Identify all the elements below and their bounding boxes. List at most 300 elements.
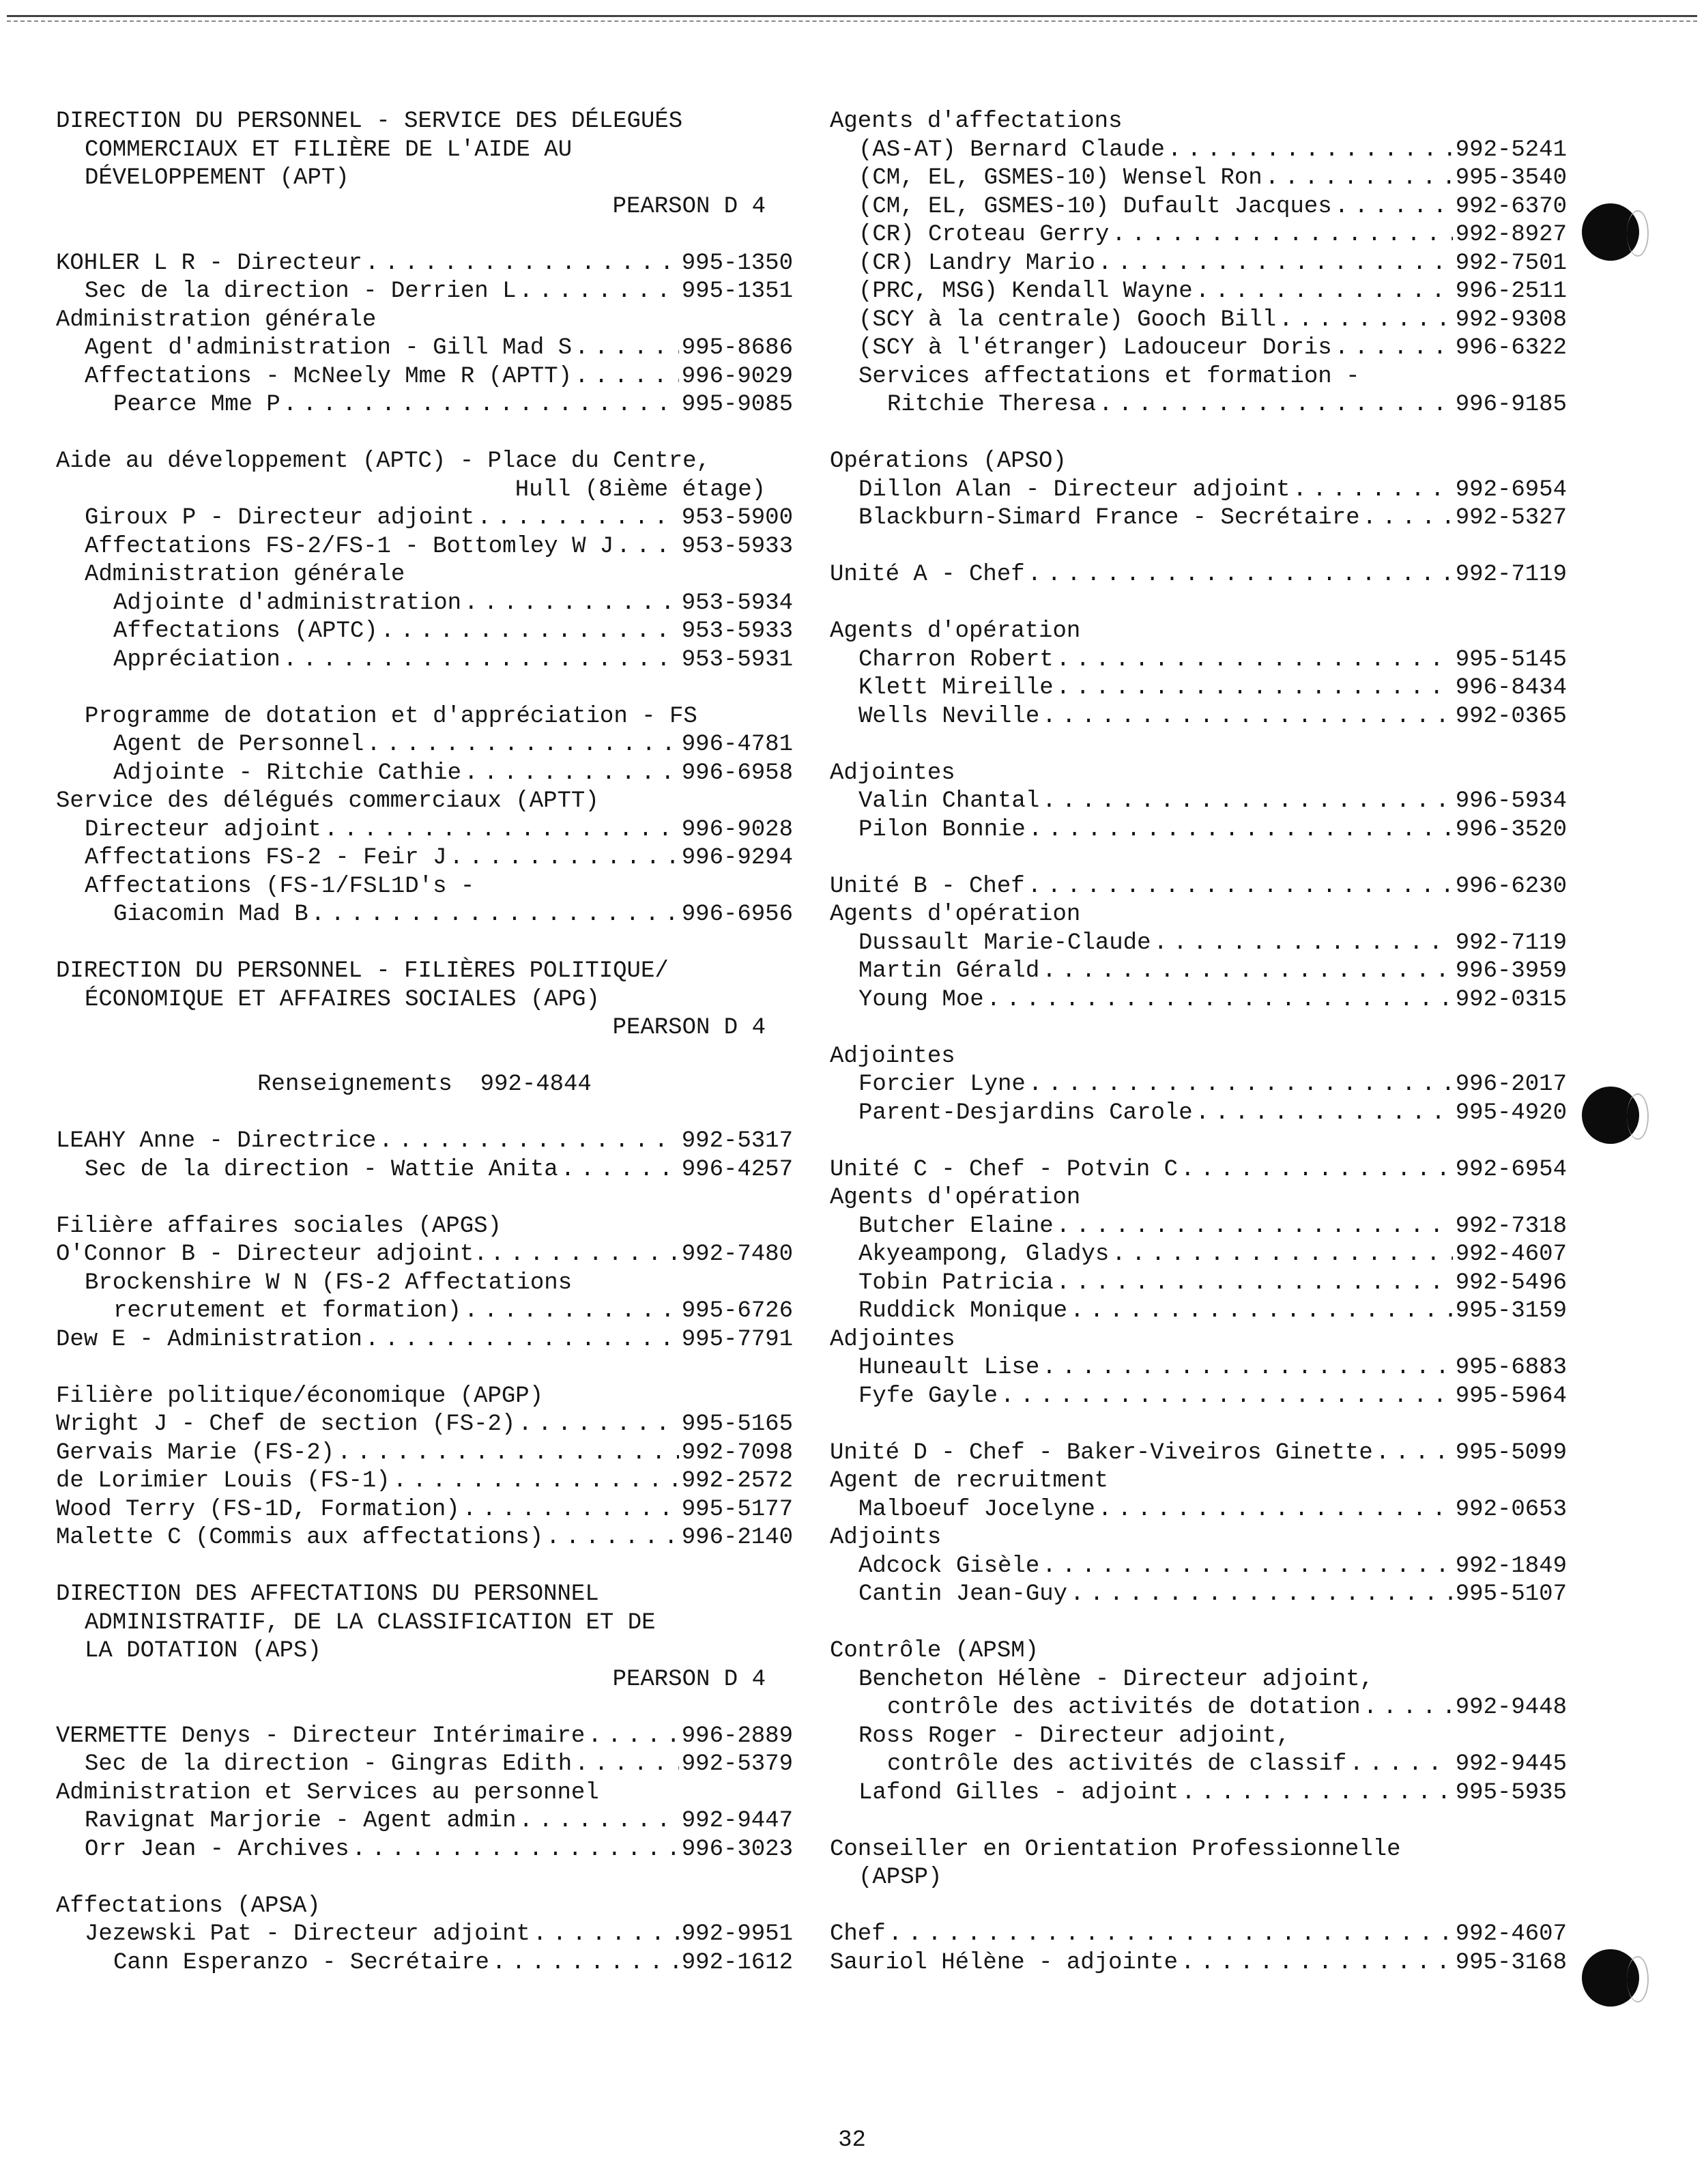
dot-leader — [1181, 1949, 1453, 1978]
entry-label: Agent de recruitment — [830, 1468, 1109, 1494]
directory-heading — [830, 1723, 1567, 1751]
entry-label: Adjointe - Ritchie Cathie — [113, 760, 462, 786]
dot-leader — [311, 901, 679, 930]
entry-label: Sec de la direction - Derrien L — [85, 278, 517, 304]
phone-number: 995-5177 — [681, 1496, 793, 1523]
entry-label: Affectations (APSA) — [56, 1893, 321, 1919]
directory-entry — [830, 1071, 1567, 1100]
entry-label: Aide au développement (APTC) - Place du Centre, — [56, 448, 710, 474]
entry-label: COMMERCIAUX ET FILIÈRE DE L'AIDE AU — [85, 136, 573, 163]
phone-number: 995-5107 — [1455, 1581, 1567, 1607]
spacer — [56, 1694, 793, 1723]
entry-label: Malette C (Commis aux affectations) — [56, 1525, 544, 1551]
dot-leader — [1293, 476, 1453, 505]
dot-leader — [1042, 1553, 1453, 1581]
dot-leader — [1056, 1213, 1453, 1241]
phone-number: 992-5327 — [1455, 505, 1567, 531]
directory-entry — [830, 221, 1567, 250]
entry-label: Adcock Gisèle — [858, 1553, 1040, 1579]
directory-entry — [830, 1297, 1567, 1326]
dot-leader — [1028, 816, 1453, 845]
directory-entry — [830, 1694, 1567, 1723]
entry-label: PEARSON D 4 — [612, 193, 766, 220]
dot-leader — [1265, 164, 1453, 193]
dot-leader — [889, 1921, 1453, 1949]
directory-entry — [830, 1496, 1567, 1525]
dot-leader — [352, 1836, 679, 1865]
dot-leader — [337, 1439, 679, 1468]
directory-entry — [830, 873, 1567, 902]
dot-leader — [1070, 1581, 1453, 1609]
punch-hole-bottom — [1582, 1949, 1639, 2007]
dot-leader — [1042, 958, 1453, 986]
phone-number: 995-3168 — [1455, 1949, 1567, 1976]
directory-entry — [56, 590, 793, 618]
entry-label: Gervais Marie (FS-2) — [56, 1439, 335, 1466]
entry-label: Ravignat Marjorie - Agent admin — [85, 1808, 517, 1834]
spacer — [56, 1354, 793, 1383]
entry-label: Administration générale — [56, 306, 377, 333]
spacer — [830, 1014, 1567, 1043]
dot-leader — [519, 1807, 679, 1836]
entry-label: Ruddick Monique — [858, 1298, 1068, 1324]
entry-label: Agent d'administration - Gill Mad S — [85, 335, 573, 361]
spacer — [56, 1553, 793, 1581]
phone-number: 996-2017 — [1455, 1072, 1567, 1097]
entry-label: Opérations (APSO) — [830, 448, 1067, 474]
spacer — [56, 1184, 793, 1213]
phone-number: 995-6726 — [681, 1298, 793, 1324]
phone-number: 992-7501 — [1455, 250, 1567, 276]
directory-entry — [56, 1524, 793, 1553]
directory-entry — [830, 1949, 1567, 1978]
directory-entry — [56, 1921, 793, 1949]
entry-label: Adjointes — [830, 1043, 955, 1069]
directory-entry — [56, 1723, 793, 1751]
directory-entry — [56, 1439, 793, 1468]
directory-entry — [56, 504, 793, 533]
dot-leader — [1028, 561, 1453, 590]
spacer — [56, 221, 793, 250]
directory-heading — [830, 1864, 1567, 1893]
entry-label: Cantin Jean-Guy — [858, 1581, 1068, 1607]
directory-heading — [830, 1467, 1567, 1496]
entry-label: Wells Neville — [858, 703, 1040, 730]
directory-entry — [56, 250, 793, 278]
directory-entry — [830, 1241, 1567, 1269]
entry-label: Parent-Desjardins Carole — [858, 1100, 1193, 1126]
dot-leader — [1042, 1354, 1453, 1383]
entry-label: KOHLER L R - Directeur — [56, 250, 362, 276]
entry-label: Administration générale — [85, 562, 405, 588]
entry-label: O'Connor B - Directeur adjoint. — [56, 1241, 488, 1267]
entry-label: Wood Terry (FS-1D, Formation) — [56, 1496, 460, 1523]
directory-entry — [830, 1354, 1567, 1383]
dot-leader — [1196, 278, 1453, 306]
entry-label: Ross Roger - Directeur adjoint, — [858, 1723, 1290, 1749]
dot-leader — [1153, 930, 1452, 958]
entry-label: Lafond Gilles - adjoint — [858, 1779, 1179, 1806]
spacer — [830, 1609, 1567, 1638]
dot-leader — [561, 1156, 679, 1185]
entry-label: Cann Esperanzo - Secrétaire — [113, 1949, 489, 1976]
directory-entry — [830, 1156, 1567, 1185]
entry-label: Chef — [830, 1921, 886, 1947]
entry-label: PEARSON D 4 — [612, 1015, 766, 1041]
dot-leader — [588, 1723, 678, 1751]
entry-label: Adjointes — [830, 760, 955, 786]
spacer — [56, 1100, 793, 1128]
dot-leader — [491, 1241, 679, 1269]
directory-heading — [830, 1184, 1567, 1213]
dot-leader — [1363, 1694, 1453, 1723]
directory-entry — [830, 136, 1567, 165]
dot-leader — [366, 731, 679, 760]
phone-number: 995-5099 — [1455, 1439, 1567, 1466]
dot-leader — [616, 533, 678, 562]
dot-leader — [1168, 136, 1453, 165]
directory-entry — [830, 646, 1567, 675]
directory-entry — [830, 1383, 1567, 1411]
directory-entry — [56, 391, 793, 420]
phone-number: 992-8927 — [1455, 222, 1567, 248]
phone-number: 996-2140 — [681, 1525, 793, 1551]
phone-number: 996-5934 — [1455, 788, 1567, 814]
dot-leader — [464, 760, 679, 788]
entry-label: Adjointes — [830, 1326, 955, 1353]
entry-label: DÉVELOPPEMENT (APT) — [85, 165, 349, 191]
entry-label: Brockenshire W N (FS-2 Affectations — [85, 1269, 573, 1296]
dot-leader — [1196, 1100, 1453, 1128]
directory-entry — [56, 901, 793, 930]
directory-entry — [830, 1213, 1567, 1241]
entry-label: Services affectations et formation - — [858, 363, 1360, 390]
phone-number: 996-4781 — [681, 732, 793, 758]
directory-heading — [830, 1326, 1567, 1355]
entry-label: Agents d'opération — [830, 1185, 1081, 1211]
dot-leader — [1098, 250, 1453, 278]
entry-label: Agents d'opération — [830, 618, 1081, 644]
phone-number: 992-4607 — [1455, 1921, 1567, 1947]
entry-label: Charron Robert — [858, 646, 1054, 673]
directory-heading — [56, 561, 793, 590]
entry-label: Huneault Lise — [858, 1355, 1040, 1381]
directory-entry — [830, 958, 1567, 986]
directory-heading — [56, 108, 793, 136]
directory-heading — [830, 618, 1567, 646]
entry-label: Unité B - Chef — [830, 873, 1025, 900]
entry-label: (PRC, MSG) Kendall Wayne — [858, 278, 1193, 304]
directory-heading — [56, 958, 793, 986]
directory-heading — [56, 448, 793, 476]
directory-entry — [56, 816, 793, 845]
entry-label: Fyfe Gayle — [858, 1383, 998, 1409]
phone-number: 996-2511 — [1455, 278, 1567, 304]
directory-entry — [830, 1581, 1567, 1609]
directory-heading — [830, 1524, 1567, 1553]
phone-number: 953-5933 — [681, 618, 793, 644]
entry-label: Unité C - Chef - Potvin C — [830, 1156, 1179, 1183]
dot-leader — [1028, 1071, 1453, 1100]
directory-heading — [56, 136, 793, 165]
entry-label: Ritchie Theresa — [887, 392, 1097, 418]
directory-heading — [56, 703, 793, 732]
directory-entry — [56, 731, 793, 760]
directory-heading — [830, 448, 1567, 476]
entry-label: (APSP) — [858, 1865, 942, 1891]
entry-label: Tobin Patricia — [858, 1269, 1054, 1296]
phone-number: 995-3540 — [1455, 165, 1567, 191]
spacer — [830, 844, 1567, 873]
phone-number: 992-0365 — [1455, 703, 1567, 730]
phone-number: 992-7480 — [681, 1241, 793, 1267]
entry-label: (CM, EL, GSMES-10) Wensel Ron — [858, 165, 1262, 191]
entry-label: Service des délégués commerciaux (APTT) — [56, 788, 599, 814]
dot-leader — [1098, 1496, 1453, 1525]
entry-label: Affectations FS-2/FS-1 - Bottomley W J — [85, 533, 614, 560]
directory-heading — [830, 760, 1567, 788]
directory-entry — [830, 164, 1567, 193]
dot-leader — [1335, 334, 1453, 363]
dot-leader — [450, 844, 679, 873]
punch-hole-middle — [1582, 1087, 1639, 1144]
entry-label: Sec de la direction - Gingras Edith — [85, 1751, 573, 1777]
phone-number: 996-4257 — [681, 1156, 793, 1183]
phone-number: 992-7119 — [1455, 930, 1567, 956]
phone-number: 953-5931 — [681, 646, 793, 673]
entry-label: Akyeampong, Gladys — [858, 1241, 1110, 1267]
directory-heading — [56, 1269, 793, 1298]
directory-heading — [56, 1893, 793, 1921]
directory-entry — [56, 1156, 793, 1185]
dot-leader — [987, 986, 1453, 1015]
entry-label: Sauriol Hélène - adjointe — [830, 1949, 1179, 1976]
directory-entry — [56, 1411, 793, 1439]
dot-leader — [464, 590, 679, 618]
entry-label: Adjoints — [830, 1525, 942, 1551]
entry-label: Administration et Services au personnel — [56, 1779, 599, 1806]
punch-hole-top — [1582, 203, 1639, 261]
phone-number: 995-3159 — [1455, 1298, 1567, 1324]
directory-heading — [56, 1213, 793, 1241]
phone-number: 996-9294 — [681, 845, 793, 871]
phone-number: 992-5379 — [681, 1751, 793, 1777]
entry-label: Directeur adjoint — [85, 816, 321, 843]
directory-heading — [56, 1637, 793, 1666]
phone-number: 992-4607 — [1455, 1241, 1567, 1267]
dot-leader — [1363, 504, 1453, 533]
entry-label: Agent de Personnel — [113, 732, 364, 758]
entry-label: Appréciation — [113, 646, 280, 673]
dot-leader — [575, 1751, 679, 1779]
dot-leader — [393, 1467, 679, 1496]
directory-entry — [830, 250, 1567, 278]
entry-label: contrôle des activités de dotation — [887, 1695, 1361, 1721]
dot-leader — [365, 1326, 679, 1355]
directory-heading — [56, 193, 793, 222]
spacer — [56, 674, 793, 703]
dot-leader — [1376, 1439, 1453, 1468]
entry-label: Jezewski Pat - Directeur adjoint — [85, 1921, 530, 1947]
directory-heading — [56, 1666, 793, 1695]
directory-entry — [56, 278, 793, 306]
spacer — [56, 1864, 793, 1893]
entry-label: Butcher Elaine — [858, 1213, 1054, 1239]
phone-number: 953-5934 — [681, 590, 793, 616]
dot-leader — [533, 1921, 679, 1949]
entry-label: Klett Mireille — [858, 675, 1054, 701]
directory-entry — [56, 334, 793, 363]
directory-entry — [830, 306, 1567, 335]
directory-heading — [56, 1779, 793, 1808]
directory-entry — [56, 618, 793, 646]
directory-entry — [830, 703, 1567, 732]
entry-label: Filière politique/économique (APGP) — [56, 1383, 544, 1409]
phone-number: 992-9448 — [1455, 1695, 1567, 1721]
phone-number: 992-6954 — [1455, 1156, 1567, 1183]
directory-heading — [56, 1581, 793, 1609]
entry-label: Agents d'affectations — [830, 109, 1123, 134]
phone-number: 992-9951 — [681, 1921, 793, 1947]
dot-leader — [1056, 674, 1453, 703]
directory-entry — [830, 504, 1567, 533]
directory-heading — [56, 1609, 793, 1638]
dot-leader — [1028, 873, 1453, 902]
phone-number: 995-4920 — [1455, 1100, 1567, 1126]
directory-entry — [830, 1779, 1567, 1808]
dot-leader — [283, 646, 679, 675]
phone-number: 992-7119 — [1455, 562, 1567, 588]
dot-leader — [1279, 306, 1453, 335]
phone-number: 995-5145 — [1455, 646, 1567, 673]
entry-label: de Lorimier Louis (FS-1) — [56, 1468, 390, 1494]
directory-heading — [830, 1043, 1567, 1072]
entry-label: contrôle des activités de classif — [887, 1751, 1347, 1777]
directory-entry — [830, 334, 1567, 363]
phone-number: 996-6956 — [681, 902, 793, 928]
entry-label: recrutement et formation) — [113, 1298, 462, 1324]
spacer — [56, 420, 793, 448]
phone-number: 996-3959 — [1455, 958, 1567, 984]
phone-number: 992-1849 — [1455, 1553, 1567, 1579]
phone-number: 995-1351 — [681, 278, 793, 304]
entry-label: Dussault Marie-Claude — [858, 930, 1151, 956]
dot-leader — [324, 816, 679, 845]
spacer — [56, 1043, 793, 1072]
dot-leader — [1181, 1156, 1453, 1185]
dot-leader — [519, 278, 679, 306]
dot-leader — [381, 618, 679, 646]
directory-entry — [830, 193, 1567, 222]
phone-number: 996-3520 — [1455, 816, 1567, 843]
dot-leader — [1181, 1779, 1452, 1808]
entry-label: Dillon Alan - Directeur adjoint — [858, 476, 1290, 503]
entry-label: Affectations (APTC) — [113, 618, 378, 644]
entry-label: Orr Jean - Archives — [85, 1836, 349, 1863]
entry-label: ÉCONOMIQUE ET AFFAIRES SOCIALES (APG) — [85, 986, 600, 1013]
dot-leader — [365, 250, 679, 278]
directory-heading — [56, 986, 793, 1015]
phone-number: 992-5496 — [1455, 1269, 1567, 1296]
directory-entry — [56, 760, 793, 788]
directory-heading — [830, 363, 1567, 392]
dot-leader — [1056, 646, 1453, 675]
entry-label: Renseignements 992-4844 — [257, 1072, 592, 1097]
spacer — [830, 420, 1567, 448]
directory-entry — [56, 1751, 793, 1779]
entry-label: Sec de la direction - Wattie Anita — [85, 1156, 558, 1183]
directory-entry — [830, 1921, 1567, 1949]
phone-number: 996-6958 — [681, 760, 793, 786]
directory-entry — [56, 844, 793, 873]
entry-label: Agents d'opération — [830, 902, 1081, 928]
entry-label: Martin Gérald — [858, 958, 1040, 984]
directory-heading — [56, 873, 793, 902]
directory-entry — [56, 1807, 793, 1836]
phone-number: 992-6370 — [1455, 193, 1567, 220]
phone-number: 996-3023 — [681, 1836, 793, 1863]
phone-number: 995-7791 — [681, 1326, 793, 1353]
directory-heading — [56, 1071, 793, 1100]
entry-label: Pearce Mme P — [113, 392, 280, 418]
directory-entry — [830, 1553, 1567, 1581]
entry-label: Unité A - Chef — [830, 562, 1025, 588]
phone-number: 996-2889 — [681, 1723, 793, 1749]
phone-number: 992-1612 — [681, 1949, 793, 1976]
spacer — [830, 1807, 1567, 1836]
entry-label: Giacomin Mad B — [113, 902, 308, 928]
directory-entry — [56, 1297, 793, 1326]
directory-entry — [830, 1439, 1567, 1468]
entry-label: Filière affaires sociales (APGS) — [56, 1213, 502, 1239]
entry-label: (AS-AT) Bernard Claude — [858, 136, 1165, 163]
dot-leader — [575, 363, 679, 392]
phone-number: 995-8686 — [681, 335, 793, 361]
entry-label: Conseiller en Orientation Professionnelle — [830, 1836, 1401, 1863]
directory-entry — [830, 561, 1567, 590]
directory-entry — [56, 646, 793, 675]
entry-label: (CR) Landry Mario — [858, 250, 1095, 276]
phone-number: 995-6883 — [1455, 1355, 1567, 1381]
entry-label: Hull (8ième étage) — [515, 476, 766, 503]
spacer — [830, 1893, 1567, 1921]
directory-heading — [830, 1666, 1567, 1695]
directory-entry — [830, 1269, 1567, 1298]
phone-number: 996-9028 — [681, 816, 793, 843]
entry-label: Giroux P - Directeur adjoint — [85, 505, 475, 531]
dot-leader — [1112, 1241, 1453, 1269]
phone-number: 992-9447 — [681, 1808, 793, 1834]
dot-leader — [463, 1496, 679, 1525]
entry-label: DIRECTION DES AFFECTATIONS DU PERSONNEL — [56, 1581, 599, 1607]
directory-entry — [56, 1127, 793, 1156]
phone-number: 953-5900 — [681, 505, 793, 531]
phone-number: 992-6954 — [1455, 476, 1567, 503]
entry-label: (SCY à l'étranger) Ladouceur Doris — [858, 335, 1332, 361]
directory-heading — [56, 1383, 793, 1411]
entry-label: Adjointe d'administration — [113, 590, 462, 616]
dot-leader — [1056, 1269, 1453, 1298]
dot-leader — [1335, 193, 1453, 222]
entry-label: Blackburn-Simard France - Secrétaire — [858, 505, 1360, 531]
dot-leader — [1349, 1751, 1452, 1779]
spacer — [56, 930, 793, 958]
entry-label: LA DOTATION (APS) — [85, 1638, 321, 1664]
spacer — [830, 590, 1567, 618]
dot-leader — [464, 1297, 679, 1326]
directory-entry — [56, 1496, 793, 1525]
directory-entry — [830, 1100, 1567, 1128]
